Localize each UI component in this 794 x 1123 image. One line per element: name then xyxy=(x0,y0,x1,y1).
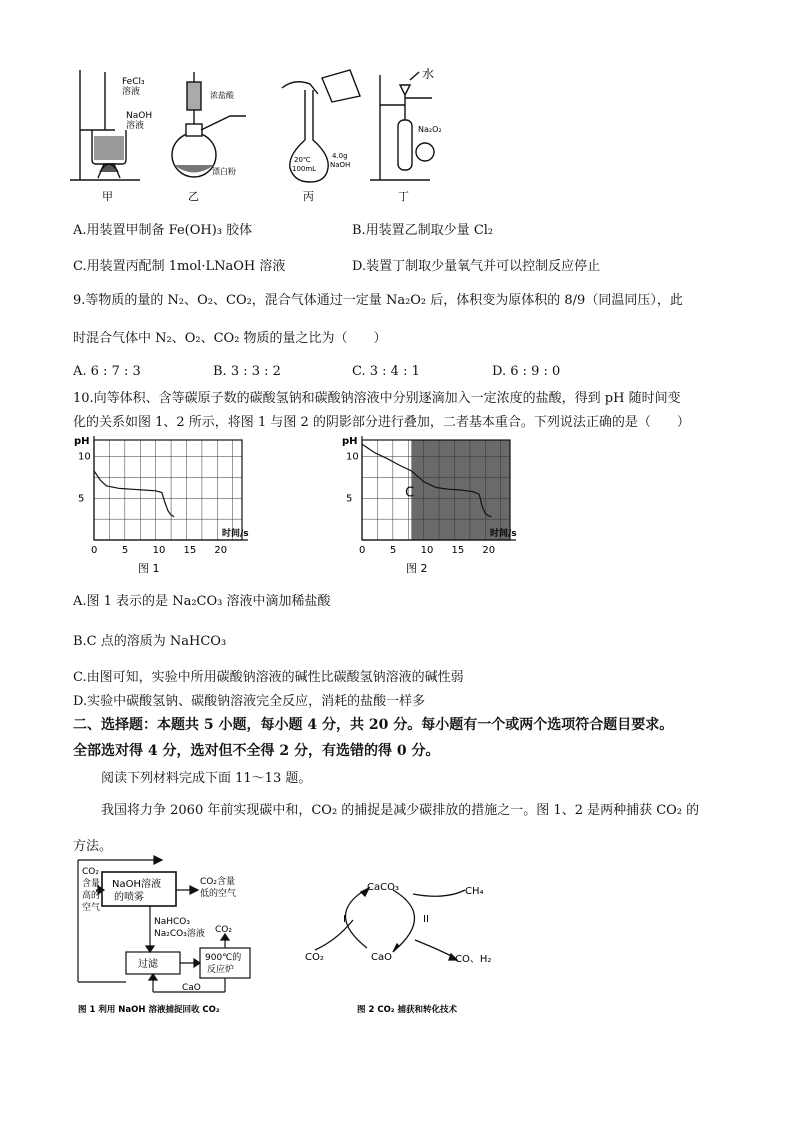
apparatus-label-jia: 甲 xyxy=(102,190,113,203)
fig1-mid-2: Na₂CO₃溶液 xyxy=(154,929,205,939)
q8-option-c: C.用装置丙配制 1mol·LNaOH 溶液 xyxy=(73,259,286,274)
fig2-step-ii: II xyxy=(423,914,429,925)
x-tick-label: 0 xyxy=(91,545,98,556)
q10-stem-line1: 10.向等体积、含等碳原子数的碳酸氢钠和碳酸钠溶液中分别逐滴加入一定浓度的盐酸，得到 pH 随时间变 xyxy=(73,391,681,406)
q9-option-c: C. 3 : 4 : 1 xyxy=(352,364,420,379)
fig2-step-i: I xyxy=(343,914,346,925)
ding-na2o2-label: Na₂O₂ xyxy=(418,125,442,134)
section2-heading-line2: 全部选对得 4 分，选对但不全得 2 分，有选错的得 0 分。 xyxy=(73,743,440,759)
fig1-cao: CaO xyxy=(182,983,201,993)
x-tick-label: 20 xyxy=(482,545,496,556)
q8-option-b: B.用装置乙制取少量 Cl₂ xyxy=(352,223,494,238)
x-tick-label: 15 xyxy=(183,545,197,556)
x-tick-label: 10 xyxy=(152,545,166,556)
y-tick-label: 5 xyxy=(78,493,85,505)
q9-stem-line2: 时混合气体中 N₂、O₂、CO₂ 物质的量之比为（ ） xyxy=(73,331,387,346)
fig1-co2: CO₂ xyxy=(215,925,232,935)
q10-option-c: C.由图可知，实验中所用碳酸钠溶液的碱性比碳酸氢钠溶液的碱性弱 xyxy=(73,670,464,685)
reading-line1: 我国将力争 2060 年前实现碳中和，CO₂ 的捕捉是减少碳排放的措施之一。图 1、2 是两种捕获 CO₂ 的 xyxy=(101,803,700,818)
fig1-inlet-2: 含量 xyxy=(82,879,101,889)
ph-chart-figure-1 xyxy=(72,430,272,580)
y-tick-label: 10 xyxy=(346,451,359,463)
apparatus-label-bing: 丙 xyxy=(303,190,314,203)
fig1-outlet-2: 低的空气 xyxy=(200,889,237,899)
jia-fecl3-label2: 溶液 xyxy=(122,87,141,97)
fig1-filter: 过滤 xyxy=(138,959,158,970)
fig2-caption: 图 2 CO₂ 捕获和转化技术 xyxy=(357,1005,457,1015)
fig1-outlet-1: CO₂含量 xyxy=(200,877,235,887)
jia-naoh-label: NaOH xyxy=(126,111,153,121)
bing-temp-label: 20℃ xyxy=(294,156,311,164)
fig1-spray-1: NaOH溶液 xyxy=(112,879,161,890)
q9-stem-line1: 9.等物质的量的 N₂、O₂、CO₂，混合气体通过一定量 Na₂O₂ 后，体积变为原体积的 8/9（同温同压），此 xyxy=(73,293,683,308)
bing-vol-label: 100mL xyxy=(292,165,317,173)
fig2-co-h2: CO、H₂ xyxy=(455,954,492,965)
q10-option-b: B.C 点的溶质为 NaHCO₃ xyxy=(73,634,227,649)
capture-cycle-figure-2 xyxy=(295,870,515,1020)
chart-title: 图 1 xyxy=(138,562,160,575)
y-tick-label: 10 xyxy=(78,451,91,463)
x-axis-label: 时间/s xyxy=(490,529,517,539)
q9-option-d: D. 6 : 9 : 0 xyxy=(492,364,561,379)
apparatus-label-ding: 丁 xyxy=(398,190,409,203)
fig1-inlet-4: 空气 xyxy=(82,903,101,913)
fig2-caco3: CaCO₃ xyxy=(367,882,399,893)
apparatus-label-yi: 乙 xyxy=(188,190,199,203)
y-axis-label: pH xyxy=(74,436,90,447)
ph-chart-figure-2 xyxy=(340,430,540,580)
fig1-reactor-1: 900℃的 xyxy=(205,953,242,963)
plot-frame xyxy=(94,440,242,540)
jia-naoh-label2: 溶液 xyxy=(126,121,145,131)
chart-title: 图 2 xyxy=(406,562,428,575)
q9-option-a: A. 6 : 7 : 3 xyxy=(73,364,141,379)
section2-heading-line1: 二、选择题：本题共 5 小题，每小题 4 分，共 20 分。每小题有一个或两个选项符合题目要求。 xyxy=(73,717,674,733)
q10-option-d: D.实验中碳酸氢钠、碳酸钠溶液完全反应，消耗的盐酸一样多 xyxy=(73,694,426,709)
q8-option-d: D.装置丁制取少量氧气并可以控制反应停止 xyxy=(352,259,601,274)
x-tick-label: 5 xyxy=(121,545,129,556)
capture-flow-figure-1 xyxy=(70,852,280,1022)
yi-powder-label: 漂白粉 xyxy=(212,167,236,176)
fig1-reactor-2: 反应炉 xyxy=(207,965,235,975)
q10-option-a: A.图 1 表示的是 Na₂CO₃ 溶液中滴加稀盐酸 xyxy=(73,594,331,609)
y-tick-label: 5 xyxy=(346,493,353,505)
x-tick-label: 5 xyxy=(389,545,397,556)
fig2-co2: CO₂ xyxy=(305,952,324,963)
fig1-inlet-3: 高的 xyxy=(82,891,101,901)
yi-acid-label: 浓盐酸 xyxy=(210,91,234,100)
jia-fecl3-label: FeCl₃ xyxy=(122,77,145,87)
reading-line2: 方法。 xyxy=(73,839,113,854)
point-c-label: C xyxy=(405,485,415,501)
fig1-caption: 图 1 利用 NaOH 溶液捕捉回收 CO₂ xyxy=(78,1005,220,1015)
bing-mass-label: 4.0g xyxy=(332,152,348,160)
bing-naoh-label: NaOH xyxy=(330,161,351,169)
fig1-mid-1: NaHCO₃ xyxy=(154,917,190,927)
apparatus-figure xyxy=(60,60,460,205)
fig2-cao: CaO xyxy=(371,952,392,963)
reading-intro: 阅读下列材料完成下面 11～13 题。 xyxy=(101,771,312,786)
x-tick-label: 0 xyxy=(359,545,366,556)
x-axis-label: 时间/s xyxy=(222,529,249,539)
q8-option-a: A.用装置甲制备 Fe(OH)₃ 胶体 xyxy=(73,223,253,238)
fig1-inlet-1: CO₂ xyxy=(82,867,99,877)
y-axis-label: pH xyxy=(342,436,358,447)
x-tick-label: 15 xyxy=(451,545,465,556)
x-tick-label: 20 xyxy=(214,545,228,556)
fig2-ch4: CH₄ xyxy=(465,886,484,897)
ding-water-label: 水 xyxy=(422,67,435,81)
x-tick-label: 10 xyxy=(420,545,434,556)
q10-stem-line2: 化的关系如图 1、2 所示，将图 1 与图 2 的阴影部分进行叠加，二者基本重合。下列说法正确的是（ ） xyxy=(73,415,690,430)
fig1-spray-2: 的喷雾 xyxy=(114,892,144,903)
q9-option-b: B. 3 : 3 : 2 xyxy=(213,364,281,379)
